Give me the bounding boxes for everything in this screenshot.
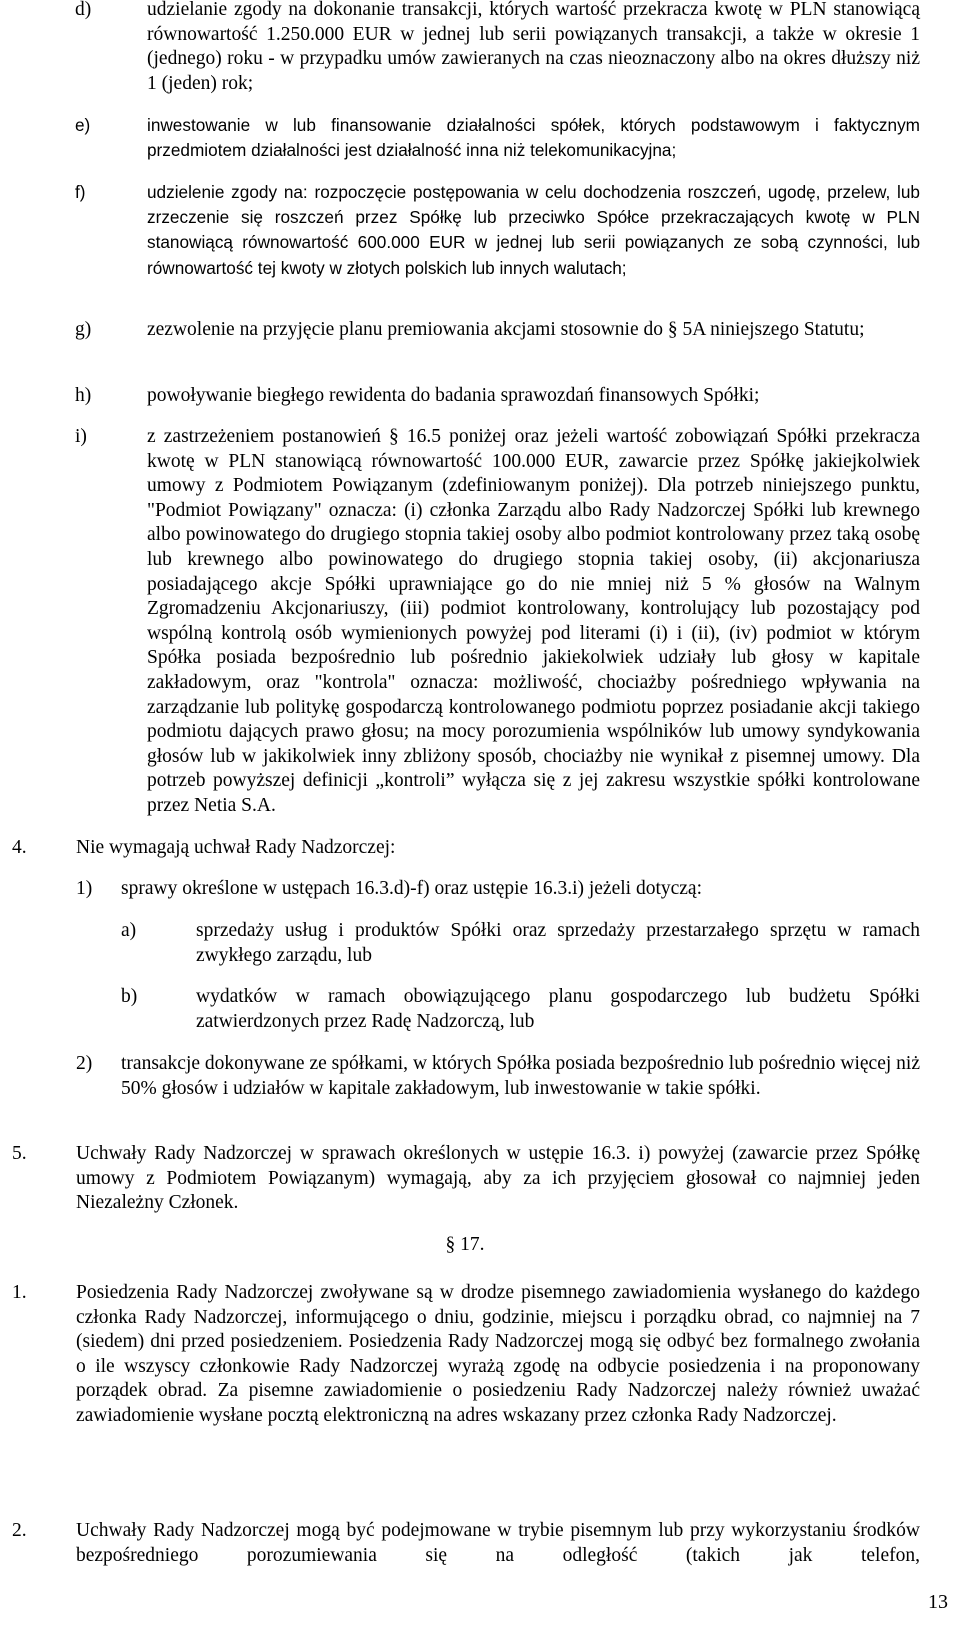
item-e	[75, 113, 920, 163]
item-d	[75, 0, 920, 96]
item-i-text: z zastrzeżeniem postanowień § 16.5 poniżej oraz jeżeli wartość zobowiązań Spółki przekracza kwotę w PLN stanowiącą równowartość 100.000 EUR, zawarcie przez Spółkę jakiejkolwiek umowy z Podmiotem Powiązanym (zdefiniowanym poniżej). Dla potrzeb niniejszego punktu, "Podmiot Powiązany" oznacza: (i) członka Zarządu albo Rady Nadzorczej Spółki lub krewnego albo powinowatego do drugiego stopnia takiej osoby albo podmiot kontrolowany przez taką osobę lub krewnego albo powinowatego do drugiego stopnia takiej osoby, (ii) akcjonariusza posiadającego akcje Spółki uprawniające go do nie mniej niż 5 % głosów na Walnym Zgromadzeniu Akcjonariuszy, (iii) podmiot kontrolowany, kontrolujący lub pozostający pod wspólną kontrolą osób wymienionych powyżej pod literami (i) i (ii), (iv) podmiot w którym Spółka posiada bezpośrednio lub pośrednio jakiekolwiek udziały lub głosy w kapitale zakładowym, oraz "kontrola" oznacza: możliwość, chociażby pośredniego wpływania na zarządzanie lub politykę gospodarczą kontrolowanego podmiotu poprzez posiadanie akcji takiego podmiotu dających prawo głosu; na mocy porozumienia wspólników lub umowy syndykowania głosów lub w jakikolwiek inny zbliżony sposób, chociażby nie wynikał z pisemnej umowy. Dla potrzeb powyższej definicji „kontroli” wyłącza się z jej zakresu wszystkie spółki kontrolowane przez Netia S.A.	[147, 426, 920, 816]
section-4-sub-1-b-text: wydatków w ramach obowiązującego planu gospodarczego lub budżetu Spółki zatwierdzonych przez Radę Nadzorczą, lub	[196, 986, 920, 1032]
item-f-label: f)	[75, 182, 86, 202]
section-4-sub-2-text: transakcje dokonywane ze spółkami, w których Spółka posiada bezpośrednio lub pośrednio więcej niż 50% głosów i udziałów w kapitale zakładowym, lub inwestowanie w takie spółki.	[121, 1053, 920, 1099]
item-d-text: udzielanie zgody na dokonanie transakcji, których wartość przekracza kwotę w PLN stanowiącą równowartość 1.250.000 EUR w jednej lub serii powiązanych transakcji, a także w okresie 1 (jednego) roku - w przypadku umów zawieranych na czas nieoznaczony albo na okres dłuższy niż 1 (jeden) rok;	[147, 0, 920, 94]
item-e-label: e)	[75, 115, 91, 135]
section-4-sub-1-b	[121, 985, 920, 1034]
section-heading: § 17.	[445, 1234, 485, 1255]
section-4-sub-1	[76, 877, 920, 902]
item-h-label: h)	[75, 385, 92, 406]
section-4-text: Nie wymagają uchwał Rady Nadzorczej:	[76, 837, 396, 858]
section-4-sub-1-text: sprawy określone w ustępach 16.3.d)-f) oraz ustępie 16.3.i) jeżeli dotyczą:	[121, 878, 703, 899]
section-4-sub-2	[76, 1052, 920, 1101]
section-4-sub-1-label: 1)	[76, 878, 93, 899]
item-d-label: d)	[75, 0, 92, 20]
section-5-text: Uchwały Rady Nadzorczej w sprawach określonych w ustępie 16.3. i) powyżej (zawarcie przez Spółkę umowy z Podmiotem Powiązanym) wymagają, aby za ich przyjęciem głosował co najmniej jeden Niezależny Członek.	[76, 1143, 920, 1214]
item-i	[75, 425, 920, 819]
section-4-label: 4.	[12, 837, 27, 858]
section-4	[12, 836, 920, 861]
paragraph-17-2-text: Uchwały Rady Nadzorczej mogą być podejmowane w trybie pisemnym lub przy wykorzystaniu środków bezpośredniego porozumiewania się na odległość (takich jak telefon,	[76, 1520, 920, 1566]
item-h	[75, 384, 920, 409]
section-4-sub-1-a-text: sprzedaży usług i produktów Spółki oraz sprzedaży przestarzałego sprzętu w ramach zwykłego zarządu, lub	[196, 920, 920, 966]
paragraph-17-1-text: Posiedzenia Rady Nadzorczej zwoływane są w drodze pisemnego zawiadomienia wysłanego do każdego członka Rady Nadzorczej, informującego o dniu, godzinie, miejscu i porządku obrad, co najmniej na 7 (siedem) dni przed posiedzeniem. Posiedzenia Rady Nadzorczej mogą się odbyć bez formalnego zwołania o ile wszyscy członkowie Rady Nadzorczej wyrażą zgodę na odbycie posiedzenia i na proponowany porządek obrad. Za pisemne zawiadomienie o posiedzeniu Rady Nadzorczej należy również uważać zawiadomienie wysłane pocztą elektroniczną na adres wskazany przez członka Rady Nadzorczej.	[76, 1282, 920, 1426]
paragraph-17-2	[12, 1519, 920, 1568]
section-4-sub-1-a	[121, 919, 920, 968]
section-4-sub-1-b-label: b)	[121, 986, 138, 1007]
item-g	[75, 318, 920, 343]
section-4-sub-2-label: 2)	[76, 1053, 93, 1074]
item-i-label: i)	[75, 426, 87, 447]
item-g-text: zezwolenie na przyjęcie planu premiowania akcjami stosownie do § 5A niniejszego Statutu;	[147, 319, 865, 340]
item-f-text: udzielenie zgody na: rozpoczęcie postępowania w celu dochodzenia roszczeń, ugodę, przelew, lub zrzeczenie się roszczeń przez Spółkę lub przeciwko Spółce przekraczających kwotę w PLN stanowiącą równowartość 600.000 EUR w jednej lub serii powiązanych ze sobą czynności, lub równowartość tej kwoty w złotych polskich lub innych walutach;	[147, 182, 920, 278]
paragraph-17-1-label: 1.	[12, 1282, 27, 1303]
item-h-text: powoływanie biegłego rewidenta do badania sprawozdań finansowych Spółki;	[147, 385, 760, 406]
item-f	[75, 180, 920, 281]
item-e-text: inwestowanie w lub finansowanie działalności spółek, których podstawowym i faktycznym przedmiotem działalności jest działalność inna niż telekomunikacyjna;	[147, 115, 920, 161]
section-4-sub-1-a-label: a)	[121, 920, 137, 941]
item-g-label: g)	[75, 319, 92, 340]
section-5-label: 5.	[12, 1143, 27, 1164]
page-number: 13	[928, 1591, 948, 1613]
section-5	[12, 1142, 920, 1216]
paragraph-17-1	[12, 1281, 920, 1429]
paragraph-17-2-label: 2.	[12, 1520, 27, 1541]
